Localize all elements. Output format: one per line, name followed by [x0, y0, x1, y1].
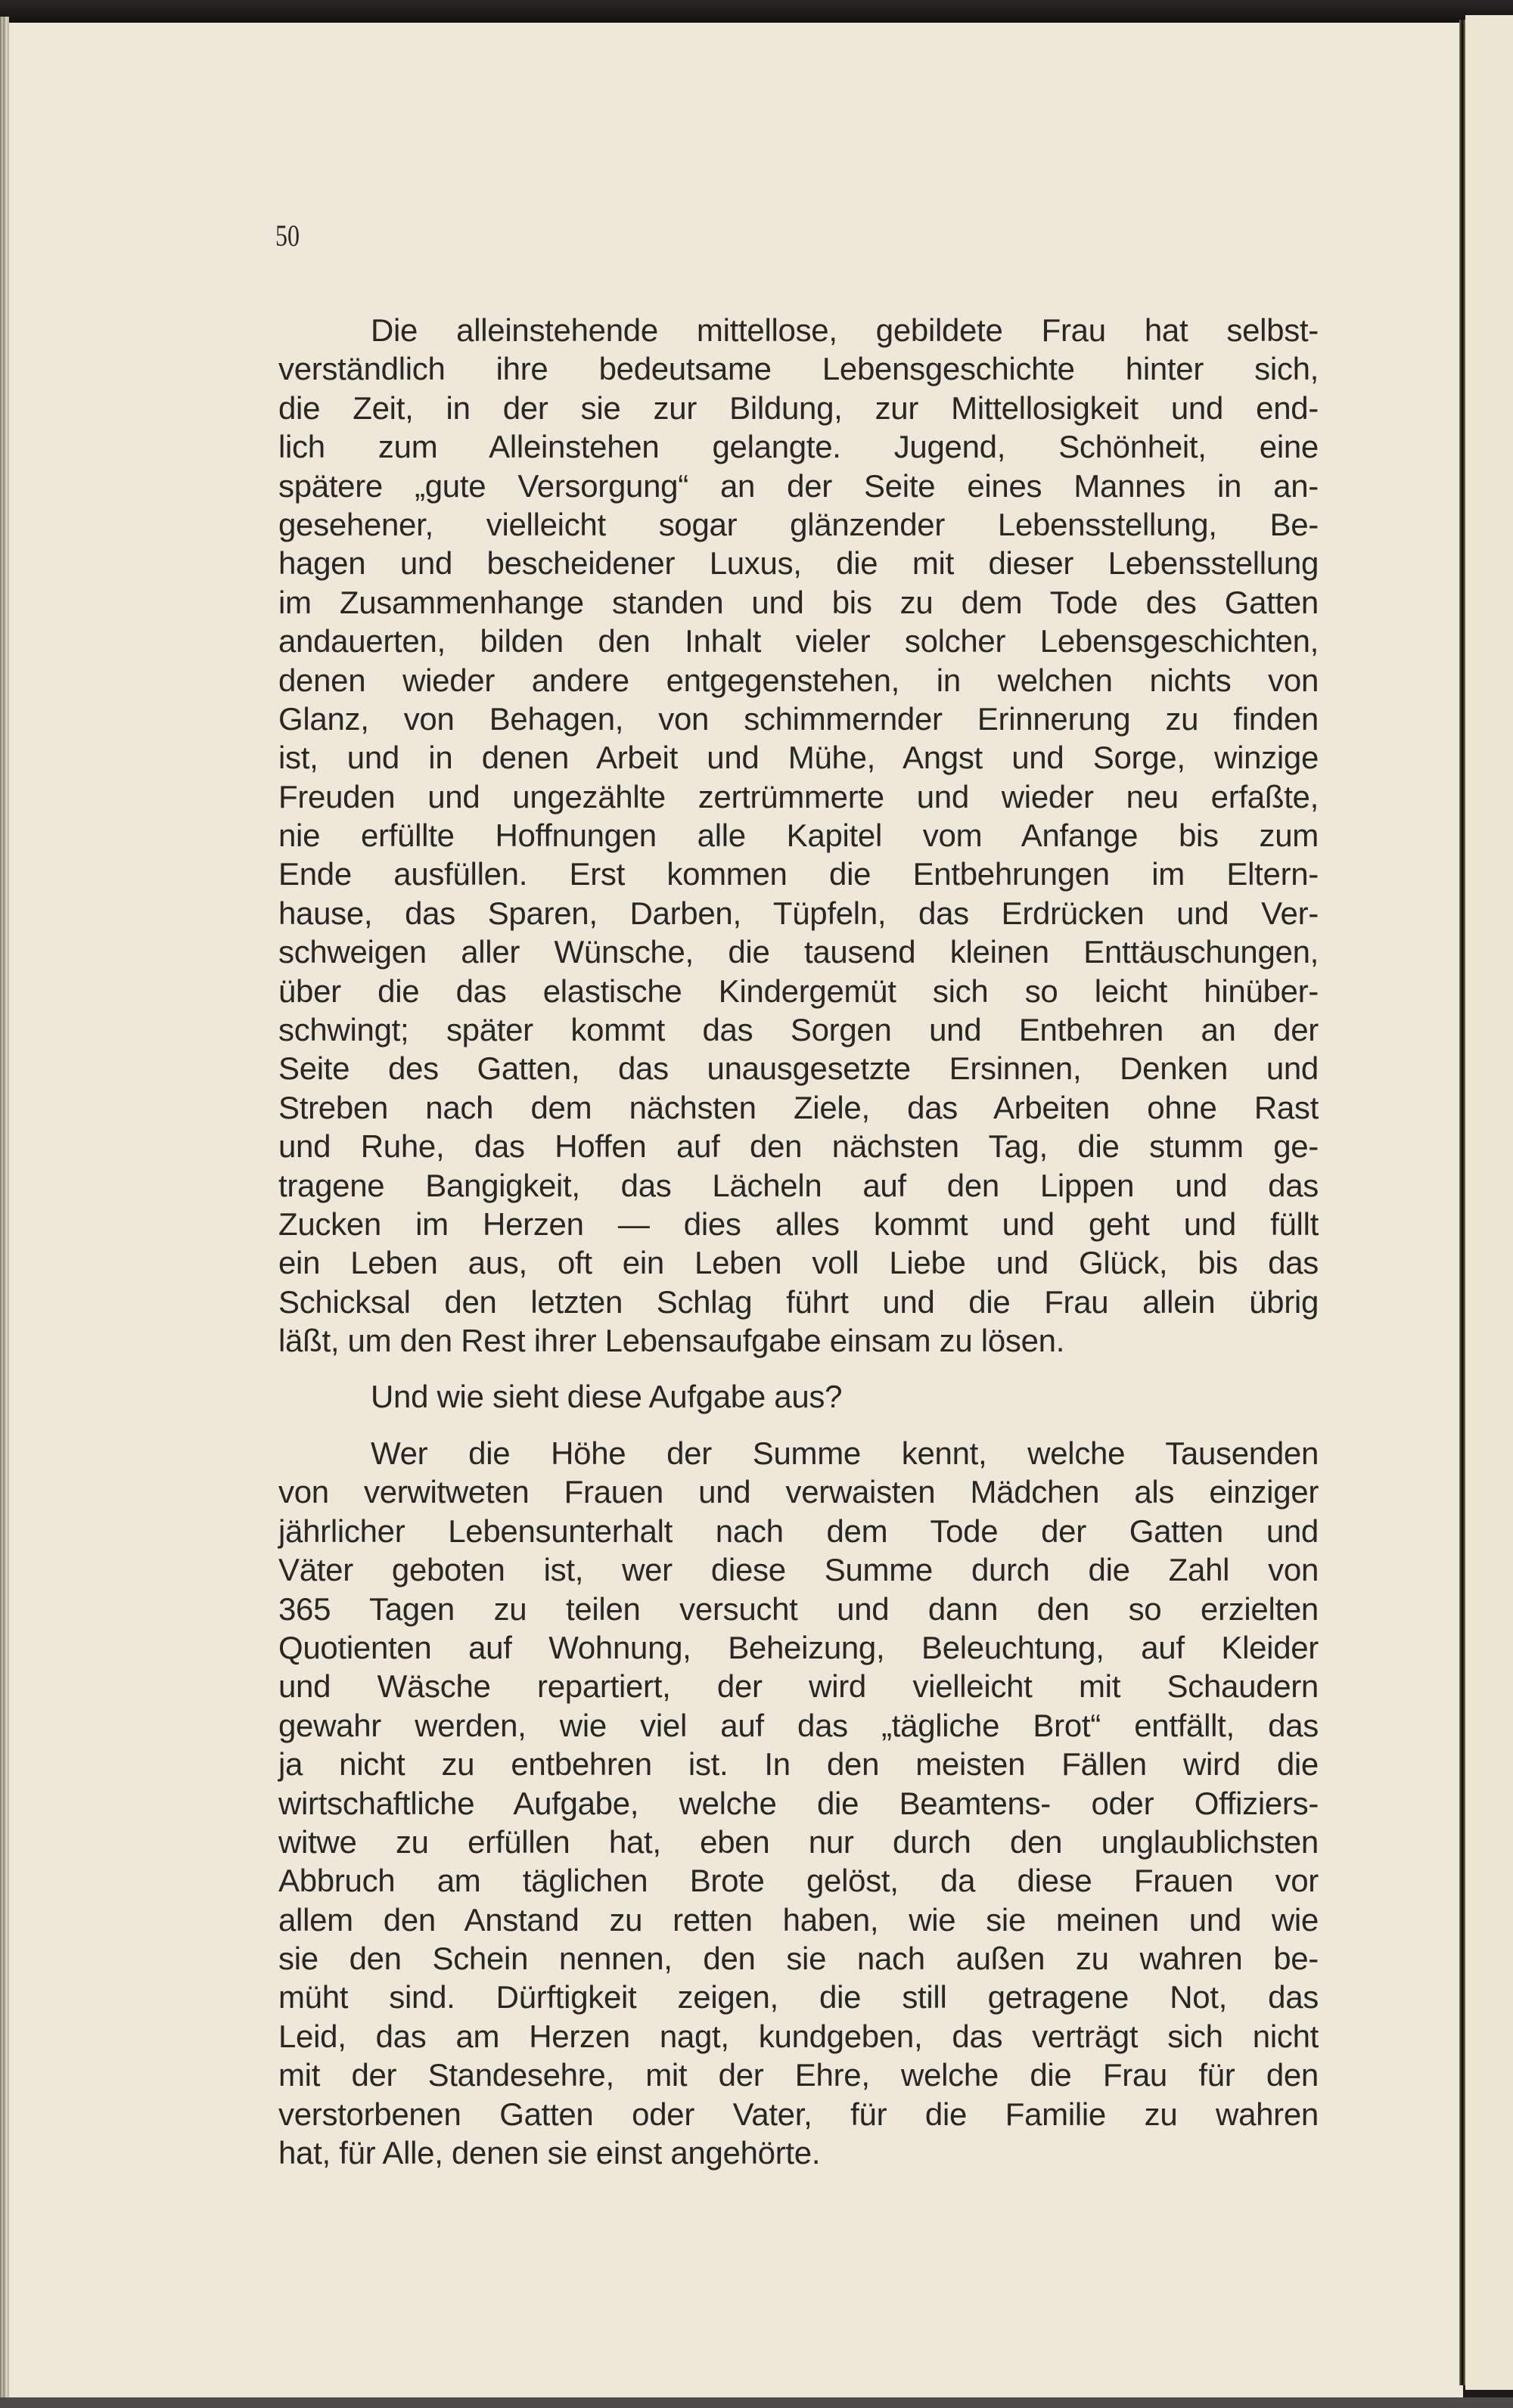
text-line: von verwitweten Frauen und verwaisten Mädchen als einziger	[278, 1474, 1319, 1510]
scan-bottom-edge	[0, 2397, 1513, 2408]
text-line: Schicksal den letzten Schlag führt und die Frau allein übrig	[278, 1283, 1319, 1320]
paragraph-3	[278, 1434, 1319, 2172]
text-line: lich zum Alleinstehen gelangte. Jugend, Schönheit, eine	[278, 429, 1319, 465]
text-line: ein Leben aus, oft ein Leben voll Liebe und Glück, bis das	[278, 1245, 1319, 1281]
text-line: läßt, um den Rest ihrer Lebensaufgabe einsam zu lösen.	[278, 1323, 1065, 1359]
paragraph-2	[278, 1377, 1319, 1416]
text-line: Leid, das am Herzen nagt, kundgeben, das verträgt sich nicht	[278, 2018, 1319, 2054]
text-line: Glanz, von Behagen, von schimmernder Erinnerung zu finden	[278, 700, 1319, 737]
text-line: und Ruhe, das Hoffen auf den nächsten Tag, die stumm ge-	[278, 1128, 1319, 1165]
text-line: andauerten, bilden den Inhalt vieler solcher Lebensgeschichten,	[278, 623, 1319, 659]
text-line: Quotienten auf Wohnung, Beheizung, Beleuchtung, auf Kleider	[278, 1629, 1319, 1665]
text-line: müht sind. Dürftigkeit zeigen, die still getragene Not, das	[278, 1979, 1319, 2015]
text-line: verständlich ihre bedeutsame Lebensgeschichte hinter sich,	[278, 351, 1319, 387]
text-line: gewahr werden, wie viel auf das „tägliche Brot“ entfällt, das	[278, 1707, 1319, 1743]
page-number: 50	[275, 219, 300, 253]
text-line: über die das elastische Kindergemüt sich so leicht hinüber-	[278, 973, 1319, 1009]
text-line: wirtschaftliche Aufgabe, welche die Beamtens- oder Offiziers-	[278, 1785, 1319, 1821]
text-line: gesehener, vielleicht sogar glänzender Lebensstellung, Be-	[278, 506, 1319, 542]
text-line: Freuden und ungezählte zertrümmerte und wieder neu erfaßte,	[278, 778, 1319, 815]
text-line: schwingt; später kommt das Sorgen und Entbehren an der	[278, 1012, 1319, 1048]
paragraph-1	[278, 311, 1319, 1361]
text-line: Seite des Gatten, das unausgesetzte Ersinnen, Denken und	[278, 1050, 1319, 1087]
text-line: sie den Schein nennen, den sie nach außen zu wahren be-	[278, 1941, 1319, 1977]
text-line: 365 Tagen zu teilen versucht und dann den so erzielten	[278, 1590, 1319, 1627]
text-line: jährlicher Lebensunterhalt nach dem Tode der Gatten und	[278, 1513, 1319, 1549]
text-line: im Zusammenhange standen und bis zu dem Tode des Gatten	[278, 584, 1319, 620]
text-line: schweigen aller Wünsche, die tausend kleinen Enttäuschungen,	[278, 934, 1319, 970]
text-line: hause, das Sparen, Darben, Tüpfeln, das Erdrücken und Ver-	[278, 895, 1319, 931]
text-line: ist, und in denen Arbeit und Mühe, Angst und Sorge, winzige	[278, 740, 1319, 776]
text-line: Väter geboten ist, wer diese Summe durch die Zahl von	[278, 1552, 1319, 1588]
text-line: und Wäsche repartiert, der wird vielleicht mit Schaudern	[278, 1668, 1319, 1705]
scan-top-edge	[0, 0, 1513, 23]
text-line: Zucken im Herzen — dies alles kommt und geht und füllt	[278, 1206, 1319, 1242]
text-line: Ende ausfüllen. Erst kommen die Entbehrungen im Eltern-	[278, 856, 1319, 892]
text-line: spätere „gute Versorgung“ an der Seite eines Mannes in an-	[278, 467, 1319, 504]
book-gutter	[1459, 20, 1465, 2385]
text-line: denen wieder andere entgegenstehen, in welchen nichts von	[278, 662, 1319, 698]
text-line: Wer die Höhe der Summe kennt, welche Tausenden	[371, 1435, 1319, 1471]
text-line: nie erfüllte Hoffnungen alle Kapitel vom Anfange bis zum	[278, 818, 1319, 854]
book-page-edges	[0, 17, 9, 2399]
text-line: die Zeit, in der sie zur Bildung, zur Mittellosigkeit und end-	[278, 389, 1319, 426]
text-line: allem den Anstand zu retten haben, wie sie meinen und wie	[278, 1901, 1319, 1938]
text-line: Abbruch am täglichen Brote gelöst, da diese Frauen vor	[278, 1863, 1319, 1899]
text-line: ja nicht zu entbehren ist. In den meisten Fällen wird die	[278, 1746, 1319, 1783]
text-line: verstorbenen Gatten oder Vater, für die Familie zu wahren	[278, 2096, 1319, 2132]
text-line: mit der Standesehre, mit der Ehre, welche die Frau für den	[278, 2057, 1319, 2093]
facing-page-edge	[1465, 15, 1513, 2390]
text-line: Streben nach dem nächsten Ziele, das Arbeiten ohne Rast	[278, 1089, 1319, 1125]
text-line: Und wie sieht diese Aufgabe aus?	[371, 1379, 843, 1414]
text-line: hagen und bescheidener Luxus, die mit dieser Lebensstellung	[278, 545, 1319, 582]
text-line: tragene Bangigkeit, das Lächeln auf den Lippen und das	[278, 1167, 1319, 1203]
text-line: hat, für Alle, denen sie einst angehörte.	[278, 2135, 821, 2171]
text-line: Die alleinstehende mittellose, gebildete Frau hat selbst-	[371, 312, 1319, 348]
text-line: witwe zu erfüllen hat, eben nur durch den unglaublichsten	[278, 1823, 1319, 1860]
